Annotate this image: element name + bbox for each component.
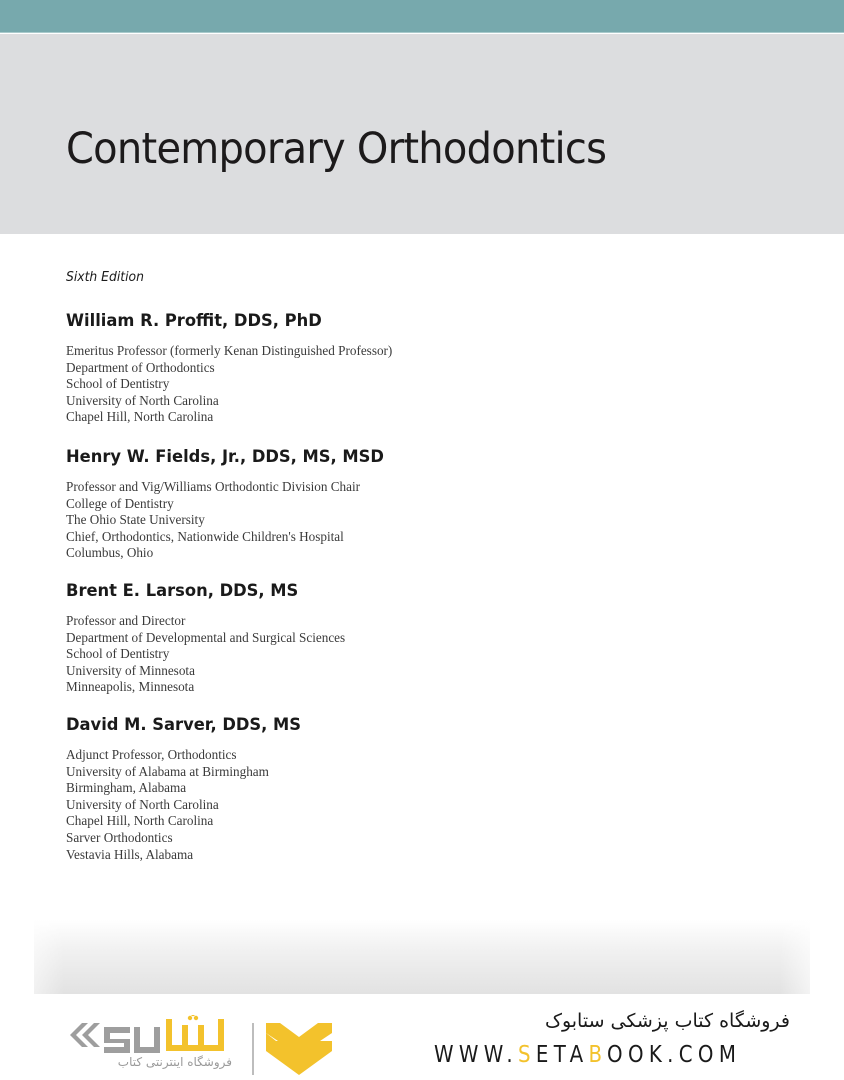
chevron-logo-icon bbox=[260, 1019, 338, 1079]
author-affiliations bbox=[66, 343, 392, 426]
author-affiliations bbox=[66, 747, 311, 863]
affiliation-line: Department of Orthodontics bbox=[66, 359, 215, 375]
author-name: David M. Sarver, DDS, MS bbox=[66, 715, 302, 735]
author-name: William R. Proffit, DDS, PhD bbox=[66, 311, 322, 331]
affiliation-line: Minneapolis, Minnesota bbox=[66, 679, 195, 695]
affiliation-line: Department of Developmental and Surgical Sciences bbox=[66, 629, 346, 645]
logo-wordmark-icon bbox=[68, 1015, 236, 1055]
affiliation-line: Vestavia Hills, Alabama bbox=[66, 846, 194, 862]
logo-tagline: فروشگاه اینترنتی کتاب bbox=[117, 1055, 232, 1069]
author-affiliations bbox=[66, 613, 345, 696]
page-fade-band bbox=[34, 920, 810, 994]
edition-label: Sixth Edition bbox=[66, 270, 144, 285]
author-name: Brent E. Larson, DDS, MS bbox=[66, 581, 299, 601]
affiliation-line: Adjunct Professor, Orthodontics bbox=[66, 747, 237, 762]
url-part-highlight: B bbox=[588, 1042, 608, 1068]
affiliation-line: The Ohio State University bbox=[66, 512, 205, 528]
url-part: WWW. bbox=[434, 1042, 519, 1068]
affiliation-line: University of Minnesota bbox=[66, 662, 195, 678]
affiliation-line: Professor and Vig/Williams Orthodontic Division Chair bbox=[66, 479, 361, 494]
affiliation-line: Professor and Director bbox=[66, 613, 186, 628]
logo-divider bbox=[252, 1023, 254, 1075]
affiliation-line: University of Alabama at Birmingham bbox=[66, 763, 269, 779]
url-part: ETA bbox=[535, 1042, 589, 1068]
affiliation-line: Emeritus Professor (formerly Kenan Distinguished Professor) bbox=[66, 343, 393, 358]
affiliation-line: Sarver Orthodontics bbox=[66, 829, 173, 845]
top-color-band bbox=[0, 0, 844, 33]
book-title: Contemporary Orthodontics bbox=[66, 124, 607, 174]
affiliation-line: Chief, Orthodontics, Nationwide Children's Hospital bbox=[66, 528, 344, 544]
store-name: فروشگاه کتاب پزشکی ستابوک bbox=[544, 1010, 790, 1032]
affiliation-line: Columbus, Ohio bbox=[66, 545, 154, 561]
affiliation-line: College of Dentistry bbox=[66, 495, 174, 511]
store-url-link[interactable] bbox=[434, 1042, 741, 1068]
author-block bbox=[66, 714, 311, 863]
author-block bbox=[66, 310, 392, 426]
author-affiliations bbox=[66, 479, 397, 562]
url-part-highlight: S bbox=[518, 1042, 536, 1068]
affiliation-line: University of North Carolina bbox=[66, 392, 219, 408]
author-block bbox=[66, 580, 345, 696]
affiliation-line: Chapel Hill, North Carolina bbox=[66, 409, 214, 425]
affiliation-line: Chapel Hill, North Carolina bbox=[66, 813, 214, 829]
affiliation-line: School of Dentistry bbox=[66, 646, 170, 662]
url-part: OOK.COM bbox=[607, 1042, 742, 1068]
author-block bbox=[66, 446, 397, 562]
affiliation-line: University of North Carolina bbox=[66, 796, 219, 812]
affiliation-line: Birmingham, Alabama bbox=[66, 780, 187, 796]
store-logo[interactable] bbox=[68, 1015, 338, 1077]
author-name: Henry W. Fields, Jr., DDS, MS, MSD bbox=[66, 447, 384, 467]
affiliation-line: School of Dentistry bbox=[66, 376, 170, 392]
